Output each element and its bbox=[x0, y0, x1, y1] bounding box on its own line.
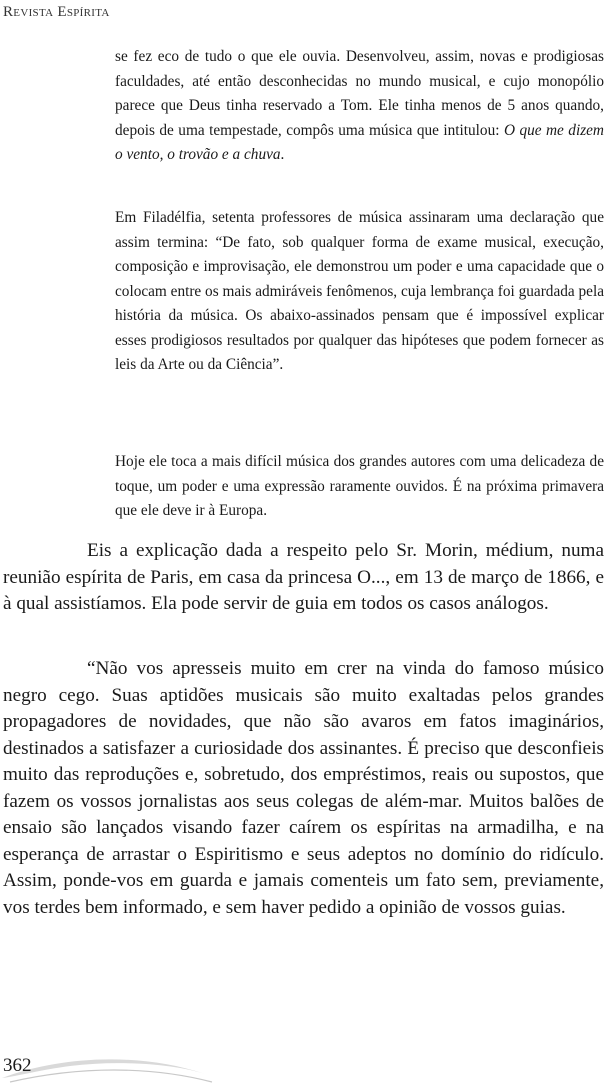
quote-text: Em Filadélfia, setenta professores de música assinaram uma declaração que assim termina: “De fato, sob qualquer forma de exame musical, execução, composição e improvisação, ele demonstrou um poder e uma capacidade que o colocam entre os mais admiráveis fenômenos, cuja lembrança foi guardada pela história da música. Os abaixo-assinados pensam que é impossível explicar esses prodigiosos resultados por qualquer das hipóteses que podem fornecer as leis da Arte ou da Ciência”. bbox=[115, 209, 604, 373]
quote-paragraph-3 bbox=[115, 450, 604, 524]
page-number: 362 bbox=[3, 1055, 32, 1076]
body-paragraph-1 bbox=[3, 538, 604, 618]
body-text: “Não vos apresseis muito em crer na vinda do famoso músico negro cego. Suas aptidões musicais são muito exaltadas pelos grandes propagadores de novidades, que não são avaros em fatos imaginários, destinados a satisfazer a curiosidade dos assinantes. É preciso que desconfieis muito das reproduções e, sobretudo, dos empréstimos, reais ou supostos, que fazem os vossos jornalistas aos seus colegas de além-mar. Muitos balões de ensaio são lançados visando fazer caírem os espíritas na armadilha, e na esperança de arrastar o Espiritismo e seus adeptos no domínio do ridículo. Assim, ponde-vos em guarda e jamais comenteis um fato sem, previamente, vos terdes bem informado, e sem haver pedido a opinião de vossos guias. bbox=[3, 658, 604, 918]
quote-text-end: . bbox=[280, 146, 285, 163]
quote-text: Hoje ele toca a mais difícil música dos grandes autores com uma delicadeza de toque, um poder e uma expressão raramente ouvidos. É na próxima primavera que ele deve ir à Europa. bbox=[115, 453, 604, 519]
song-title: O que me dizem o vento, o trovão e a chuva bbox=[115, 121, 604, 163]
body-text: Eis a explicação dada a respeito pelo Sr. Morin, médium, numa reunião espírita de Paris, em casa da princesa O..., em 13 de março de 1866, e à qual assistíamos. Ela pode servir de guia em todos os casos análogos. bbox=[3, 540, 604, 614]
quote-paragraph-1 bbox=[115, 45, 604, 168]
running-header: Revista Espírita bbox=[3, 4, 110, 20]
quote-paragraph-2 bbox=[115, 206, 604, 378]
body-paragraph-2 bbox=[3, 656, 604, 921]
quote-text: se fez eco de tudo o que ele ouvia. Desenvolveu, assim, novas e prodigiosas faculdades, até então desconhecidas no mundo musical, e cujo monopólio parece que Deus tinha reservado a Tom. Ele tinha menos de 5 anos quando, depois de uma tempestade, compôs uma música que intitulou: bbox=[115, 48, 604, 139]
page-swoosh-ornament bbox=[0, 1048, 220, 1088]
